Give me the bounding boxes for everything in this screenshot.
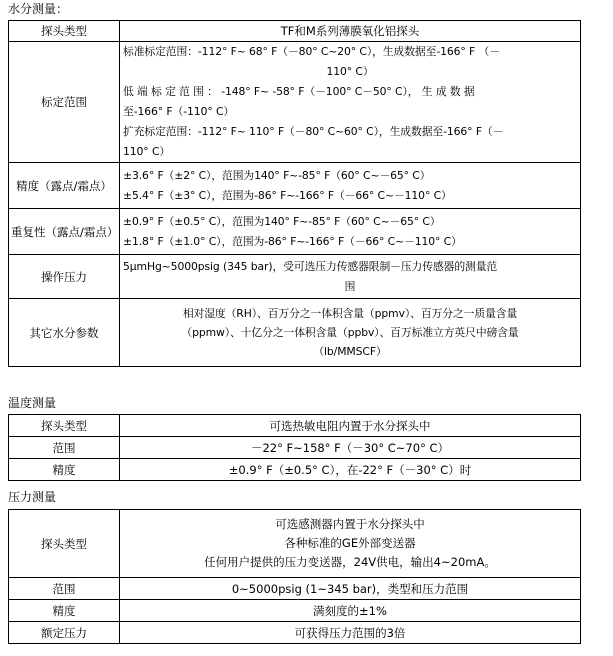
calibration-range-value xyxy=(120,42,581,163)
calibration-line: 至-166° F（-110° C） xyxy=(123,105,235,118)
other-params-line: （ppmw）、十亿分之一体积含量（ppbv）、百万标准立方英尺中磅含量 xyxy=(181,326,519,339)
table-row xyxy=(9,510,581,578)
temperature-spec-table xyxy=(8,414,581,481)
operating-pressure-line: 围 xyxy=(344,279,356,293)
repeatability-line: ±1.8° F（±1.0° C），范围为-86° F~-166° F（－66° C~－110° C） xyxy=(123,234,462,248)
temperature-probe-type-label: 探头类型 xyxy=(9,415,120,437)
table-row xyxy=(9,42,581,163)
table-row xyxy=(9,459,581,481)
operating-pressure-line: 5μmHg~5000psig (345 bar)，受可选压力传感器限制－压力传感器的测量范 xyxy=(123,259,498,273)
table-row xyxy=(9,163,581,209)
temperature-section-title: 温度测量 xyxy=(8,396,57,410)
pressure-section-title: 压力测量 xyxy=(8,490,57,504)
pressure-range-value: 0~5000psig (1~345 bar)，类型和压力范围 xyxy=(120,578,581,600)
calibration-line: 110° C） xyxy=(123,145,171,158)
pressure-probe-type-value xyxy=(120,510,581,578)
table-row xyxy=(9,255,581,299)
other-params-line: （lb/MMSCF） xyxy=(313,345,387,358)
pressure-accuracy-value: 满刻度的±1% xyxy=(120,600,581,622)
repeatability-line: ±0.9° F（±0.5° C），范围为140° F~-85° F（60° C~－65° C） xyxy=(123,214,441,228)
table-row xyxy=(9,578,581,600)
accuracy-label: 精度（露点/霜点） xyxy=(9,163,120,209)
table-row xyxy=(9,209,581,255)
table-row xyxy=(9,415,581,437)
calibration-line: 标准标定范围：-112° F~ 68° F（－80° C~20° C），生成数据至-166° F （－ xyxy=(123,45,500,58)
table-row xyxy=(9,299,581,367)
table-row xyxy=(9,622,581,644)
pressure-probe-line: 任何用户提供的压力变送器，24V供电，输出4~20mA。 xyxy=(204,555,496,569)
moisture-spec-table xyxy=(8,20,581,367)
accuracy-value xyxy=(120,163,581,209)
table-row xyxy=(9,600,581,622)
calibration-line: 扩充标定范围：-112° F~ 110° F（－80° C~60° C），生成数据至-166° F（－ xyxy=(123,125,504,138)
rated-pressure-value: 可获得压力范围的3倍 xyxy=(120,622,581,644)
pressure-probe-line: 各种标准的GE外部变送器 xyxy=(284,536,416,550)
other-params-line: 相对湿度（RH）、百万分之一体积含量（ppmv）、百万分之一质量含量 xyxy=(182,307,518,320)
temperature-range-label: 范围 xyxy=(9,437,120,459)
table-row xyxy=(9,437,581,459)
pressure-spec-table xyxy=(8,509,581,644)
temperature-probe-type-value: 可选热敏电阻内置于水分探头中 xyxy=(120,415,581,437)
moisture-probe-type-value: TF和M系列薄膜氧化铝探头 xyxy=(120,21,581,42)
other-moisture-params-label: 其它水分参数 xyxy=(9,299,120,367)
other-moisture-params-value xyxy=(120,299,581,367)
calibration-line: 低 端 标 定 范 围 ： -148° F~ -58° F（－100° C－50° C）， 生 成 数 据 xyxy=(123,85,475,98)
operating-pressure-value xyxy=(120,255,581,299)
calibration-range-label: 标定范围 xyxy=(9,42,120,163)
pressure-probe-type-label: 探头类型 xyxy=(9,510,120,578)
temperature-accuracy-label: 精度 xyxy=(9,459,120,481)
rated-pressure-label: 额定压力 xyxy=(9,622,120,644)
operating-pressure-label: 操作压力 xyxy=(9,255,120,299)
accuracy-line: ±3.6° F（±2° C），范围为140° F~-85° F（60° C~－65° C） xyxy=(123,168,431,182)
repeatability-label: 重复性（露点/霜点） xyxy=(9,209,120,255)
temperature-accuracy-value: ±0.9° F（±0.5° C），在-22° F（－30° C）时 xyxy=(120,459,581,481)
accuracy-line: ±5.4° F（±3° C），范围为-86° F~-166° F（－66° C~－110° C） xyxy=(123,188,452,202)
moisture-probe-type-label: 探头类型 xyxy=(9,21,120,42)
pressure-accuracy-label: 精度 xyxy=(9,600,120,622)
table-row xyxy=(9,21,581,42)
pressure-probe-line: 可选感测器内置于水分探头中 xyxy=(275,517,425,531)
pressure-range-label: 范围 xyxy=(9,578,120,600)
repeatability-value xyxy=(120,209,581,255)
temperature-range-value: －22° F~158° F（－30° C~70° C） xyxy=(120,437,581,459)
calibration-line: 110° C） xyxy=(326,65,374,78)
moisture-section-title: 水分测量： xyxy=(8,2,69,16)
